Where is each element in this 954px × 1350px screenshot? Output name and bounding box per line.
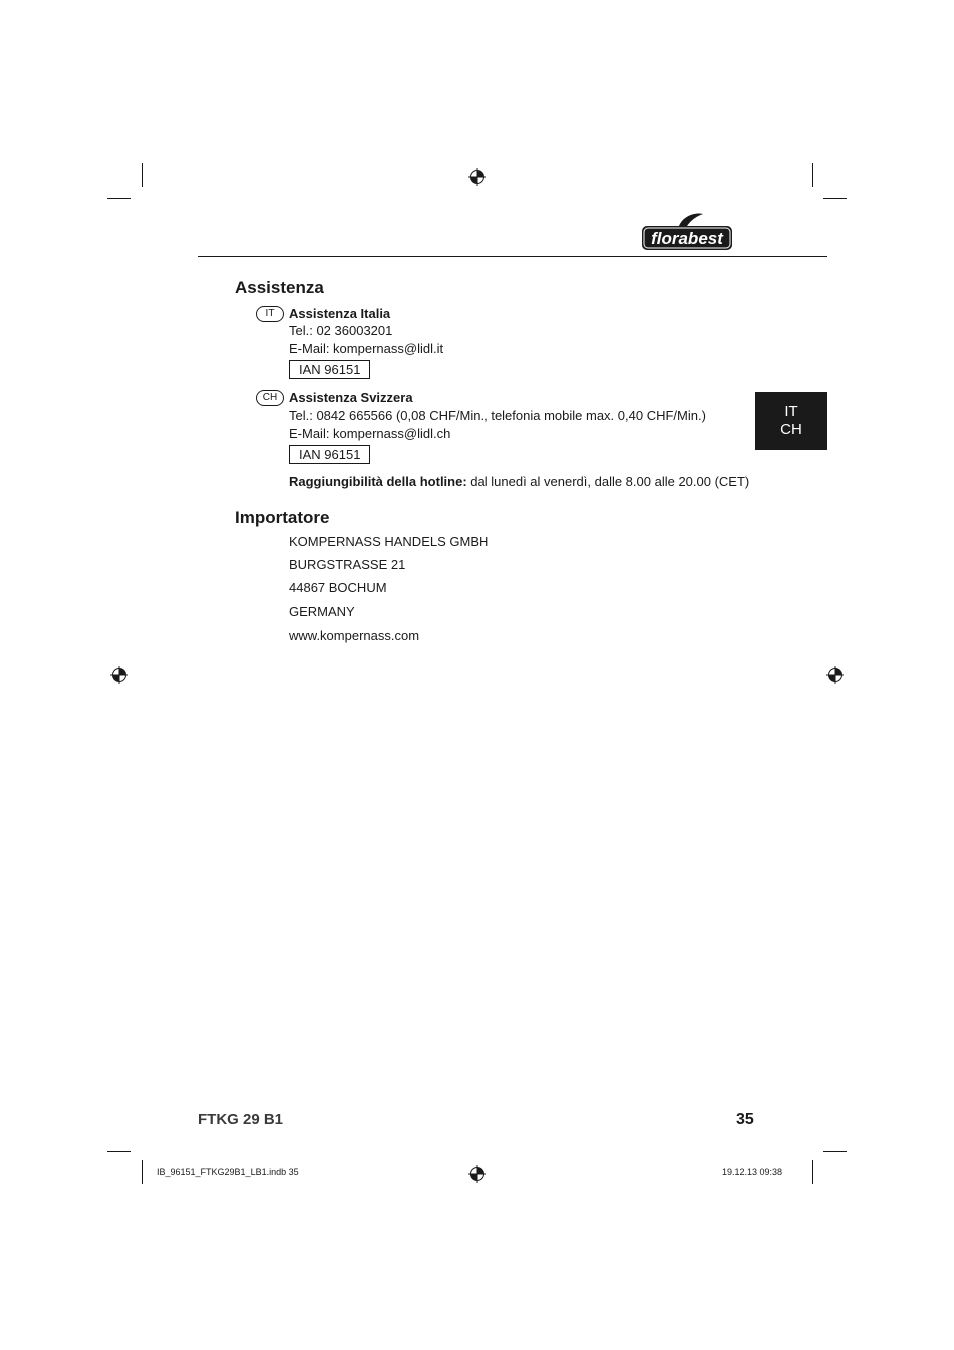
print-slug-file: IB_96151_FTKG29B1_LB1.indb 35 xyxy=(157,1167,299,1177)
leaf-icon xyxy=(641,210,733,252)
country-badge-ch: CH xyxy=(256,390,284,406)
crop-mark xyxy=(812,163,813,187)
switzerland-ian-box: IAN 96151 xyxy=(289,445,370,464)
crop-mark xyxy=(107,1151,131,1152)
italy-ian-box: IAN 96151 xyxy=(289,360,370,379)
section-heading-importatore: Importatore xyxy=(235,508,330,527)
language-tab-it: IT xyxy=(784,403,798,420)
crop-mark xyxy=(142,1160,143,1184)
header-rule xyxy=(198,256,827,257)
crop-mark xyxy=(812,1160,813,1184)
italy-service-title: Assistenza Italia xyxy=(289,306,391,321)
svg-text:florabest: florabest xyxy=(651,229,723,248)
crop-mark xyxy=(823,198,847,199)
registration-mark-icon xyxy=(468,1165,486,1183)
importer-country: GERMANY xyxy=(289,604,355,619)
page-number: 35 xyxy=(736,1111,754,1128)
language-tab xyxy=(755,392,827,450)
language-tab-ch: CH xyxy=(780,421,802,438)
importer-city: 44867 BOCHUM xyxy=(289,580,387,595)
crop-mark xyxy=(107,198,131,199)
crop-mark xyxy=(142,163,143,187)
importer-website-link[interactable]: www.kompernass.com xyxy=(289,628,420,643)
importer-company: KOMPERNASS HANDELS GMBH xyxy=(289,534,489,549)
florabest-logo xyxy=(641,210,733,252)
switzerland-phone: Tel.: 0842 665566 (0,08 CHF/Min., telefonia mobile max. 0,40 CHF/Min.) xyxy=(289,408,706,423)
footer-model-number: FTKG 29 B1 xyxy=(198,1111,284,1128)
registration-mark-icon xyxy=(826,666,844,684)
print-slug-datetime: 19.12.13 09:38 xyxy=(722,1167,783,1177)
hotline-label: Raggiungibilità della hotline: xyxy=(289,474,467,489)
registration-mark-icon xyxy=(110,666,128,684)
italy-email: E-Mail: kompernass@lidl.it xyxy=(289,341,444,356)
section-heading-assistenza: Assistenza xyxy=(235,278,324,297)
hotline-availability xyxy=(289,474,749,490)
registration-mark-icon xyxy=(468,168,486,186)
switzerland-email: E-Mail: kompernass@lidl.ch xyxy=(289,426,451,441)
importer-street: BURGSTRASSE 21 xyxy=(289,557,406,572)
hotline-hours: dal lunedì al venerdì, dalle 8.00 alle 20.00 (CET) xyxy=(470,474,750,489)
switzerland-service-title: Assistenza Svizzera xyxy=(289,390,413,405)
country-badge-it: IT xyxy=(256,306,284,322)
crop-mark xyxy=(823,1151,847,1152)
italy-phone: Tel.: 02 36003201 xyxy=(289,323,393,338)
